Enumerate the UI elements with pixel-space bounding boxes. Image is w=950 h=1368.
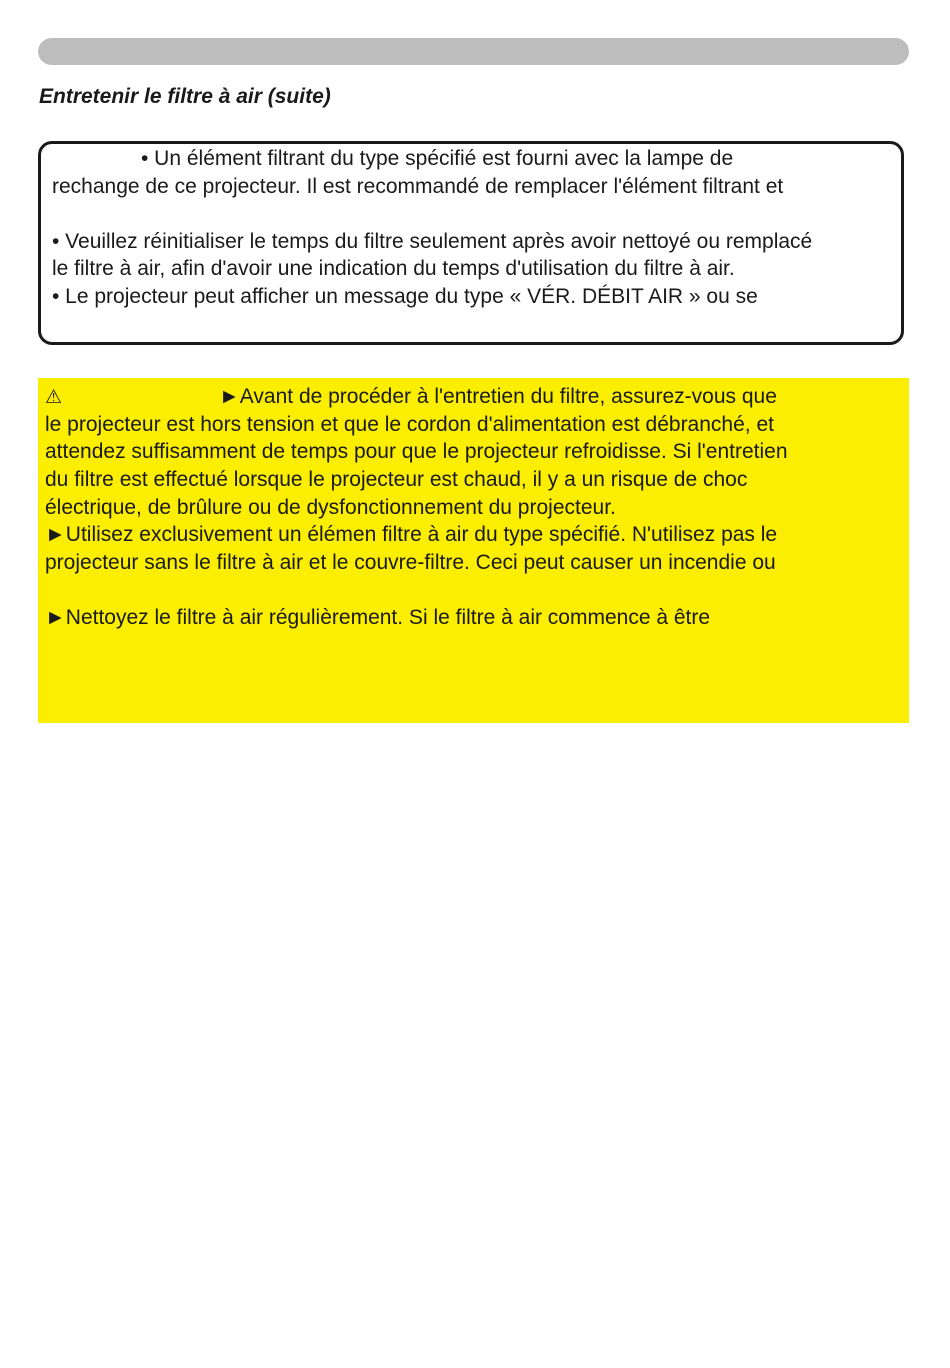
note-line: le filtre à air, afin d'avoir une indication du temps d'utilisation du filtre à air. bbox=[52, 257, 735, 280]
warning-line: ►Utilisez exclusivement un élémen filtre à air du type spécifié. N'utilisez pas le bbox=[45, 523, 778, 546]
note-line: • Un élément filtrant du type spécifié est fourni avec la lampe de bbox=[141, 147, 734, 170]
warning-triangle-icon: ⚠ bbox=[45, 387, 63, 408]
warning-line: attendez suffisamment de temps pour que le projecteur refroidisse. Si l'entretien bbox=[45, 440, 788, 463]
note-line: • Le projecteur peut afficher un message du type « VÉR. DÉBIT AIR » ou se bbox=[52, 285, 758, 308]
warning-line: le projecteur est hors tension et que le cordon d'alimentation est débranché, et bbox=[45, 413, 774, 436]
warning-line: du filtre est effectué lorsque le projecteur est chaud, il y a un risque de choc bbox=[45, 468, 748, 491]
warning-line: électrique, de brûlure ou de dysfonctionnement du projecteur. bbox=[45, 496, 616, 519]
header-bar bbox=[38, 38, 909, 65]
note-line: • Veuillez réinitialiser le temps du filtre seulement après avoir nettoyé ou remplacé bbox=[52, 230, 813, 253]
warning-line: ►Avant de procéder à l'entretien du filtre, assurez-vous que bbox=[219, 385, 777, 408]
warning-line: ►Nettoyez le filtre à air régulièrement. Si le filtre à air commence à être bbox=[45, 606, 711, 629]
warning-line: projecteur sans le filtre à air et le couvre-filtre. Ceci peut causer un incendie ou bbox=[45, 551, 776, 574]
section-title: Entretenir le filtre à air (suite) bbox=[39, 85, 331, 108]
note-line: rechange de ce projecteur. Il est recommandé de remplacer l'élément filtrant et bbox=[52, 175, 784, 198]
